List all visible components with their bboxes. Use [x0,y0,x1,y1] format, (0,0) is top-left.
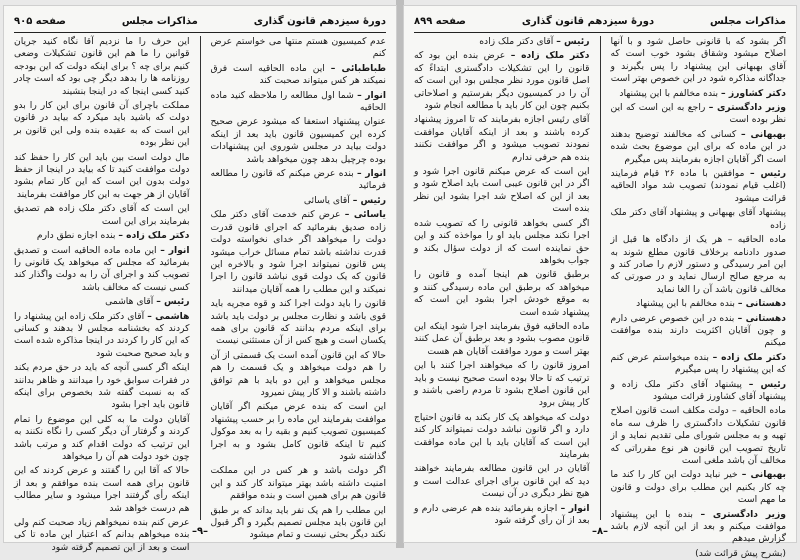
paragraph-text: بنده در این خصوص عرضی دارم و چون آقایان اکثریت دارند بنده موافقت میکنم [610,312,786,349]
paragraph [611,102,787,127]
paragraph [14,36,190,98]
speaker-name: طباطبائی – [330,62,387,74]
speaker-name: رئیس – [156,296,190,308]
paragraph [211,465,387,502]
paragraph [611,298,787,310]
paragraph-text: مملکت باچرای آن قانون برای این کار را بدو دولت که باشید باید میکرد که بیاید در قانون این است که به عقیده بنده ولی این قانون بر این نظر بوده [14,100,190,149]
speaker-name: رئیس – [352,194,386,206]
paragraph-text: آقای دکتر ملک زاده [479,36,554,47]
paragraph-text: عرض بنده این بود که قانون را این تشکیلات دادگستری ابتداءً که اصل قانون مورد نظر مجلس بود این است که آن را در کمیسیون دیگر بفرستیم و اصلاحاتی بکنیم چون این کار باید با مطالعه انجام شود [414,50,590,112]
paragraph [211,90,387,115]
paragraph [414,50,590,112]
paragraph [611,379,787,404]
speaker-name: وزیر دادگستری – [708,102,786,114]
right-page-column-divider [600,36,601,520]
speaker-name: رئیس – [750,168,786,180]
speaker-name: دکتر کشاورز – [721,87,786,99]
paragraph-text: قانون را باید دولت اجرا کند و قوه مجریه باید قوی باشد و نظارت مجلس بر دولت باید باشد برای اینکه مردم بدانند که قانون برای همه یکسان است و هیچ کس از آن مستثنی نیست [210,298,386,347]
paragraph [611,469,787,506]
paragraph [611,36,787,86]
paragraph [414,114,590,164]
paragraph-text: پیشنهاد آقای دکتر ملک زاده و پیشنهاد آقای کشاورز قرائت میشود [610,378,786,402]
left-page-right-column [210,36,387,541]
paragraph-text: عرض کنم خدمت آقای دکتر ملک زاده صدیق بفرمائید که اجرای قانون قدرت دولت را میخواهد اگر خدای نخواسته دولت قدرت نداشته باشد تمام مسائل خراب میشود پس قانون نمیتواند اجرا شود و بالاخره این قانون که یک دولت قوی نباشد قانون را اجرا نمیکند و این مطلب را همه آقایان میدانند [210,209,386,295]
left-header-rule [14,32,386,33]
paragraph [211,168,387,193]
paragraph-text: بنده اجازه نطق دارم [36,230,116,242]
paragraph [14,311,190,361]
speaker-name: بهبهانی – [741,469,787,481]
paragraph [611,313,787,350]
paragraph-text: آقای هاشمی [105,296,154,308]
paragraph [211,298,387,348]
speaker-name: بهبهانی – [740,128,786,140]
paragraph-text: برطبق قانون هم اینجا آمده و قانون را میخواهد که برطبق این ماده رسیدگی کنند و به موقع خودش اجرا بشود این است که پیشنهاد شده است [414,269,590,318]
paragraph-text: بنده عرض میکنم که قانون را مطالعه فرمائید [210,168,386,192]
paragraph [414,412,590,462]
paragraph [611,405,787,467]
paragraph-text: عنوان پیشنهاد استعفا که میشود عرض صحیح کرده این کمیسیون قانون باید بعد از اینکه دولت بیاید در مجلس شوروی این پیشنهادات بوده چرچیل بدهد چون میخواهد باشد [210,116,386,165]
paragraph-text: بنده میخواستم عرض کنم که این پیشنهاد را پس میگیرم [610,351,786,376]
paragraph-text: بنده با این پیشنهاد موافقت میکنم و بعد از این آنچه لازم باشد گزارش میدهم [610,508,786,545]
paragraph-text: حالا که این قانون آمده است یک قسمتی از آن را هم دولت میخواهد و یک قسمت را هم مجلس میخواهد و این دو باید با هم توافق داشته باشند و الا کار پیش نمیرود [210,349,386,398]
right-page-columns [414,36,787,559]
speaker-name: دکتر ملک زاده – [510,50,590,62]
paragraph-text: ماده الحاقیه فوق بفرمایند اجرا شود اینکه این قانون مصوب بشود و بعد برطبق آن عمل کنند بهتر است و مورد موافقت آقایان هم هست [414,320,590,357]
left-page [4,6,396,553]
speaker-name: رئیس – [748,378,786,390]
right-header-page-number: صفحه ۸۹۹ [414,15,466,27]
paragraph [211,401,387,463]
paragraph-text: حالا که آقا این را گفتند و عرض کردند که این قانون برای همه است بنده موافقم و بعد از اینکه رأی گرفتند اجرا میشود و سایر مطالب هم درست خواهد شد [14,465,190,514]
speaker-name: انوار – [560,502,590,514]
paragraph-text: موافقین با ماده ۲۶ قیام فرمایند (اغلب قیام نمودند) تصویب شد مواد الحاقیه قرائت میشود [610,168,786,204]
paragraph [414,218,590,268]
right-page-right-column [610,36,787,559]
paragraph [611,207,787,232]
right-page-left-column [414,36,590,527]
paragraph-text: ماده الحاقیه – دولت مکلف است قانون اصلاح قانون تشکیلات دادگستری را ظرف سه ماه تهیه و به مجلس شورای ملی تقدیم نماید و از تاریخ تصویب این قانون هر نوع مقرراتی که مخالف آن باشد ملغی است [610,405,786,466]
left-page-left-column [13,36,190,553]
paragraph-text: اگر دولت باشد و هر کس در این مملکت امنیت داشته باشد بهتر میتواند کار کند و این قانون هم برای همین است و بنده موافقم [210,465,386,502]
paragraph-text: آقای رئیس اجازه بفرمایند که تا امروز پیشنهاد کرده باشند و بعد از اینکه آقایان موافقت نمودند تصویب میشود و اگر موافقت نکنند بنده هم حرفی ندارم [414,114,590,163]
paragraph [414,503,590,528]
paragraph-text: امروز قانون را که میخواهند اجرا کنند با این ترتیب که تا حالا بوده است صحیح نیست و باید این قانون اصلاح بشود تا مردم راضی باشند و کار پیش برود [414,360,590,409]
speaker-name: انوار – [357,168,387,180]
paragraph-text: این است که عرض میکنم قانون اجرا شود و اگر در این قانون عیبی است باید اصلاح شود و بعد از این که اصلاح شد اجرا بشود این نظر بنده است [414,166,590,215]
paragraph [211,116,387,166]
paragraph-text: اینکه اگر کسی آنچه که باید در حق مردم بکند در فقرات سوابق خود را میدانند و ظاهر بدانند که به نسبت گفته شد بخصوص برای اینکه قانون باید اجرا بشود [14,362,190,411]
paragraph [611,548,787,560]
left-header-page-number: صفحه ۹۰۵ [14,15,66,27]
left-page-columns [13,36,387,553]
speaker-name: دهستانی – [737,312,787,324]
paragraph-text: مال دولت است بین باید این کار را حفظ کند دولت موافقت کنید تا که بیاید در اینجا از حفظ دولت بدون این است که این کار تمام بشود آقایان از هر جهت به این کار موافقت بفرمایند [14,151,190,200]
paragraph [14,245,190,295]
paragraph-text: خیر نباید دولت این کار را کند ما چه کار بکنیم این مطلب برای دولت و قانون ما مهم است [610,469,786,506]
paragraph [414,463,590,500]
left-header-center: مذاکرات مجلس [121,15,198,27]
paragraph-text: اگر کسی بخواهد قانونی را که تصویب شده اجرا نکند مجلس باید او را مواخذه کند و این حق نماینده است که از دولت سؤال بکند و جواب بخواهد [414,217,590,266]
paragraph [14,203,190,228]
paragraph-text: کسانی که مخالفند توضیح بدهند در این ماده که برای این موضوع بحث شده است اگر آقایان اجازه بفرمایند پس میگیرم [610,128,786,165]
paragraph [211,63,387,88]
paragraph-text: عرض کنم بنده نمیخواهم زیاد صحبت کنم ولی بنده میخواهم بدانم که اعتبار این ماده تا کی است و بعد از این تصمیم گرفته شود [14,517,190,553]
paragraph-text: بنده مخالفم با این پیشنهاد [619,87,719,99]
paragraph-text: ماده الحاقیه – هر یک از دادگاه ها قبل از صدور دادنامه برخلاف قانون مطلع شوند به این امر رسیدگی و دستور لازم را صادر کند و به مرجع صالح ارسال نماید و در صورتی که مخالف قانون باشد آن را الغا نماید [610,234,786,295]
paragraph-text: این حرف را ما نزدیم آقا نگاه کنید جریان قوانین را ما هم این قانون تشکیلات وضعی کنیم برای چه ؟ برای اینکه دولت که این بودجه روزنامه ها را بدهد دیگر چی بود که است چادر کنید کسی اینجا که در اینجا بنشیند [14,36,190,97]
paragraph [14,465,190,515]
right-page [404,6,796,559]
left-header-right: دورهٔ سیزدهم قانون گذاری [253,15,386,27]
speaker-name: رئیس – [556,36,590,47]
paragraph-text: این ماده ماده الحاقیه است و تصدیق بفرمائید که مجلس که میخواهد یک قانونی را تصویب کند و اجرای آن را به دولت واگذار کند کسی نیست که مخالف باشد [14,244,190,293]
paragraph-text: آقایان در این قانون مطالعه بفرمایند خواهند دید که این قانون برای اجرای عدالت است و هیچ نظر دیگری در آن نیست [414,463,590,500]
paragraph-text: آقای دکتر ملک زاده این پیشنهاد را کردند که بخشنامه مجلس لا بدهند و کسانی که این کار را کردند در اینجا مذاکره شده است و باید صحیح صحبت شود [13,310,190,359]
speaker-name: هاشمی – [147,310,190,322]
paragraph-text: اجازه بفرمائید بنده هم عرضی دارم و بعد از آن رأی گرفته شود [414,502,590,527]
paragraph-text: آقایان دولت ما به کلی این موضوع را تمام کردند و گرفتار آن دیگر کسی را نگاه نکنند به این ترتیب که دولت اقدام کند و مرتب باشد چون خود دولت هم آن را میخواهد [14,413,190,462]
right-page-header [414,12,786,30]
right-page-footer: –۸– [591,526,609,537]
right-header-right: مذاکرات مجلس [709,15,786,27]
speaker-name: دهستانی – [737,298,786,310]
paragraph-text: (بشرح پیش قرائت شد) [695,547,786,559]
paragraph-text: دولت که میخواهد یک کار بکند به قانون احتیاج دارد و اگر قانون نباشد دولت نمیتواند کار کند این است که آقایان باید با این ماده موافقت بفرمایند [414,411,590,460]
paragraph [611,129,787,166]
paragraph-text: این است که بنده عرض میکنم اگر آقایان موافقت بفرمایند این ماده را بر حسب پیشنهاد کمیسیون تصویب کنیم و بقیه را به بعد موکول کنیم تا اینکه قانون کامل بشود و به اجرا گذاشته شود [210,401,386,462]
right-header-center: دورهٔ سیزدهم قانون گذاری [521,15,655,27]
paragraph-text: پیشنهاد آقای بهبهانی و پیشنهاد آقای دکتر ملک زاده [610,207,786,231]
paragraph [414,360,590,410]
speaker-name: دکتر ملک زاده – [712,351,787,363]
paragraph [414,166,590,216]
paragraph [611,352,787,377]
paragraph [14,296,190,308]
paragraph [14,362,190,412]
paragraph [414,269,590,319]
paragraph-text: عدم کمیسیون هستم منتها می خواستم عرض کنم [210,36,386,60]
paragraph-text: اگر بشود که با قانونی حاصل شود و با آنها اصلاح میشود وشقاق بشود خوب است که آقای بهبهانی این پیشنهاد را پس بگیرند و جداگانه مذاکره شود در این خصوص بهتر است [610,36,786,85]
paragraph [211,195,387,207]
paragraph [611,168,787,205]
left-page-footer: –۹– [191,526,209,537]
paragraph-text: این است که آقای دکتر ملک زاده هم تصدیق بفرمایند برای این است [14,203,190,227]
left-page-header [14,12,386,30]
paragraph-text: این ماده الحاقیه است فرق نمیکند هر کس میتواند صحبت کند [210,62,386,87]
paragraph [211,209,387,296]
paragraph-text: شما اول مطالعه را ملاحظه کنید ماده الحاقیه [210,89,386,114]
right-header-rule [414,32,786,33]
paragraph-text: بنده مخالفم با این پیشنهاد [636,298,735,310]
paragraph [611,88,787,100]
paragraph [14,152,190,202]
paragraph-text: راجع به این است که این نظر بوده است [610,102,786,126]
speaker-name: انوار – [357,89,387,101]
paragraph [14,414,190,464]
paragraph [14,230,190,242]
speaker-name: دکتر ملک زاده – [118,230,190,242]
paragraph-text: آقای یاسائی [303,194,350,206]
paragraph [414,36,590,48]
speaker-name: انوار – [160,244,190,256]
speaker-name: وزیر دادگستری – [700,508,786,520]
paragraph [211,36,387,61]
paragraph [611,234,787,296]
paragraph [211,350,387,400]
speaker-name: یاسائی – [344,209,387,221]
left-page-column-divider [200,36,201,520]
book-gutter [396,0,404,548]
paragraph [14,100,190,150]
paragraph-text: این مطلب را هم یک نفر باید بداند که بر طبق این قانون باید مجلس تصمیم بگیرد و اگر قبول نکند دیگر بحثی نیست و تمام میشود [210,504,386,541]
paragraph [414,321,590,358]
